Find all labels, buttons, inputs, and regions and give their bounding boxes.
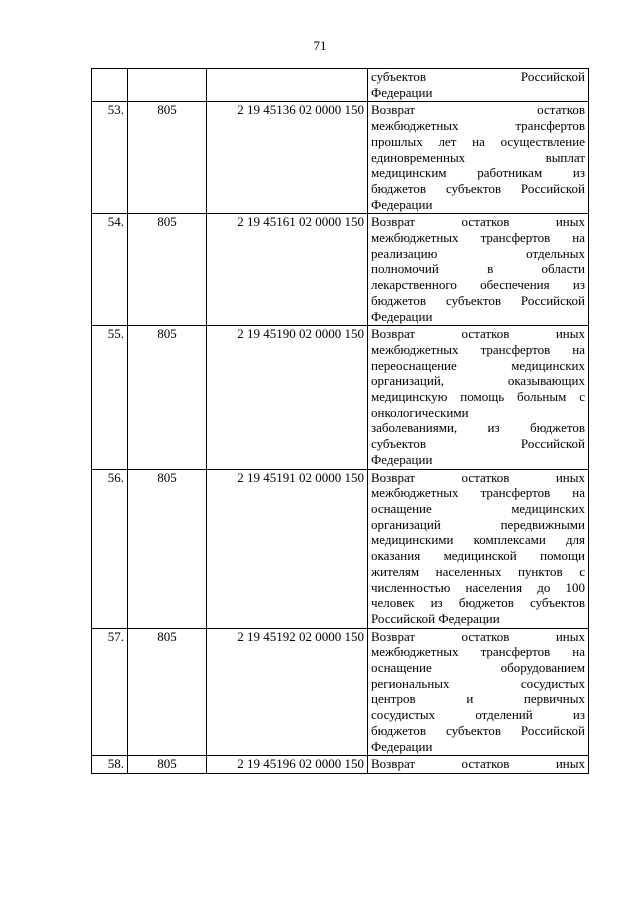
text-line [371, 420, 585, 436]
text-fragment: остатков [461, 326, 510, 342]
text-fragment: заболеваниями, [371, 420, 458, 436]
text-fragment: организаций, [371, 373, 445, 389]
text-line [371, 342, 585, 358]
text-fragment: трансфертов [515, 118, 585, 134]
text-line [371, 326, 585, 342]
text-fragment: полномочий [371, 261, 439, 277]
administrator-code-cell: 805 [128, 628, 207, 756]
text-line [371, 452, 585, 468]
text-fragment: в [487, 261, 494, 277]
text-fragment: отдельных [526, 245, 585, 261]
row-number-cell: 55. [92, 326, 128, 469]
text-fragment: субъектов [371, 69, 427, 84]
text-line [371, 230, 585, 246]
text-fragment: региональных [371, 675, 450, 691]
text-fragment: и [466, 691, 474, 707]
text-fragment: Федерации [371, 738, 433, 754]
table-row [92, 102, 589, 214]
text-line [371, 756, 585, 772]
text-fragment: из [572, 707, 585, 723]
text-line [371, 214, 585, 230]
text-fragment: выплат [545, 149, 585, 165]
table-row [92, 469, 589, 628]
text-line [371, 436, 585, 452]
text-fragment: Федерации [371, 196, 433, 212]
text-fragment: межбюджетных трансфертов на [371, 341, 585, 357]
revenue-name-cell [368, 628, 589, 756]
text-fragment: области [541, 261, 585, 277]
text-line [371, 501, 585, 517]
budget-code-cell: 2 19 45191 02 0000 150 [207, 469, 368, 628]
text-fragment: субъектов [371, 436, 427, 452]
text-line [371, 676, 585, 692]
text-fragment: иных [555, 628, 585, 644]
text-fragment: медицинскими комплексами для [371, 532, 585, 548]
text-fragment: Возврат [371, 469, 416, 485]
text-fragment: Возврат [371, 214, 416, 230]
text-fragment: иных [555, 214, 585, 230]
text-fragment: лекарственного обеспечения из [371, 277, 585, 293]
text-line [371, 595, 585, 611]
text-line [371, 517, 585, 533]
text-fragment: медицинскую помощь больным с [371, 389, 585, 405]
text-fragment: оказывающих [507, 373, 585, 389]
revenue-name-cell [368, 102, 589, 214]
text-fragment: переоснащение [371, 357, 457, 373]
revenue-name-cell [368, 326, 589, 469]
text-fragment: Федерации [371, 84, 433, 100]
text-fragment: из [487, 420, 500, 436]
text-fragment: единовременных [371, 149, 466, 165]
text-line [371, 69, 585, 85]
budget-code-cell: 2 19 45192 02 0000 150 [207, 628, 368, 756]
administrator-code-cell [128, 69, 207, 102]
text-fragment: центров [371, 691, 416, 707]
text-fragment: остатков [461, 628, 510, 644]
text-fragment: прошлых лет на осуществление [371, 133, 585, 149]
text-fragment: онкологическими [371, 404, 469, 420]
text-fragment: работникам [477, 165, 543, 181]
text-fragment: оснащение [371, 660, 432, 676]
text-line [371, 309, 585, 325]
text-fragment: межбюджетных трансфертов на [371, 230, 585, 246]
text-fragment: бюджетов [529, 420, 585, 436]
table-row [92, 756, 589, 774]
budget-code-cell [207, 69, 368, 102]
text-line [371, 181, 585, 197]
text-fragment: Возврат [371, 756, 416, 772]
text-fragment: межбюджетных трансфертов на [371, 644, 585, 660]
row-number-cell: 56. [92, 469, 128, 628]
text-line [371, 660, 585, 676]
text-fragment: бюджетов субъектов Российской [371, 722, 585, 738]
row-number-cell: 54. [92, 214, 128, 326]
administrator-code-cell: 805 [128, 102, 207, 214]
text-line [371, 405, 585, 421]
text-fragment: численностью населения до 100 [371, 579, 585, 595]
revenue-name-cell [368, 69, 589, 102]
revenue-name-cell [368, 469, 589, 628]
text-line [371, 165, 585, 181]
row-number-cell [92, 69, 128, 102]
text-line [371, 564, 585, 580]
text-fragment: Федерации [371, 451, 433, 467]
text-line [371, 723, 585, 739]
text-line [371, 277, 585, 293]
text-line [371, 691, 585, 707]
table-row [92, 326, 589, 469]
text-line [371, 134, 585, 150]
administrator-code-cell: 805 [128, 214, 207, 326]
text-fragment: Возврат [371, 326, 416, 342]
revenue-name-cell [368, 756, 589, 774]
text-fragment: сосудистых [520, 675, 585, 691]
text-line [371, 611, 585, 627]
text-line [371, 85, 585, 101]
budget-classification-table [91, 68, 589, 774]
text-fragment: остатков [461, 756, 510, 772]
budget-code-cell: 2 19 45196 02 0000 150 [207, 756, 368, 774]
text-fragment: Российской [520, 69, 585, 84]
text-fragment: из [572, 165, 585, 181]
text-fragment: медицинских [511, 500, 585, 516]
text-line [371, 197, 585, 213]
budget-code-cell: 2 19 45136 02 0000 150 [207, 102, 368, 214]
text-fragment: медицинских [511, 357, 585, 373]
administrator-code-cell: 805 [128, 469, 207, 628]
table-row [92, 214, 589, 326]
text-fragment: Федерации [371, 308, 433, 324]
text-fragment: передвижными [500, 516, 585, 532]
text-fragment: оказания медицинской помощи [371, 548, 585, 564]
administrator-code-cell: 805 [128, 756, 207, 774]
text-fragment: иных [555, 756, 585, 772]
text-fragment: бюджетов субъектов Российской [371, 180, 585, 196]
text-fragment: межбюджетных трансфертов на [371, 485, 585, 501]
text-line [371, 261, 585, 277]
budget-code-cell: 2 19 45161 02 0000 150 [207, 214, 368, 326]
text-fragment: Возврат [371, 102, 416, 118]
text-fragment: оснащение [371, 500, 432, 516]
text-fragment: реализацию [371, 245, 438, 261]
text-fragment: организаций [371, 516, 441, 532]
text-line [371, 102, 585, 118]
budget-code-cell: 2 19 45190 02 0000 150 [207, 326, 368, 469]
text-fragment: отделений [475, 707, 533, 723]
text-line [371, 629, 585, 645]
text-line [371, 739, 585, 755]
text-line [371, 485, 585, 501]
text-fragment: иных [555, 326, 585, 342]
text-fragment: Российской Федерации [371, 610, 500, 626]
revenue-name-cell [368, 214, 589, 326]
text-fragment: человек из бюджетов субъектов [371, 595, 585, 611]
text-line [371, 118, 585, 134]
row-number-cell: 58. [92, 756, 128, 774]
text-line [371, 532, 585, 548]
text-line [371, 707, 585, 723]
text-fragment: первичных [523, 691, 585, 707]
table-row [92, 628, 589, 756]
text-line [371, 150, 585, 166]
row-number-cell: 53. [92, 102, 128, 214]
text-fragment: жителям населенных пунктов с [371, 563, 585, 579]
text-fragment: медицинским [371, 165, 447, 181]
text-fragment: иных [555, 469, 585, 485]
text-fragment: Возврат [371, 628, 416, 644]
text-line [371, 389, 585, 405]
row-number-cell: 57. [92, 628, 128, 756]
text-fragment: оборудованием [500, 660, 585, 676]
text-fragment: межбюджетных [371, 118, 459, 134]
text-line [371, 358, 585, 374]
text-line [371, 580, 585, 596]
text-fragment: Российской [520, 436, 585, 452]
text-line [371, 373, 585, 389]
administrator-code-cell: 805 [128, 326, 207, 469]
text-line [371, 548, 585, 564]
table-row [92, 69, 589, 102]
text-line [371, 470, 585, 486]
text-fragment: остатков [537, 102, 585, 118]
text-fragment: остатков [461, 214, 510, 230]
text-line [371, 293, 585, 309]
text-fragment: сосудистых [371, 707, 436, 723]
text-line [371, 246, 585, 262]
page-number: 71 [313, 38, 327, 53]
text-fragment: бюджетов субъектов Российской [371, 292, 585, 308]
text-fragment: остатков [461, 469, 510, 485]
text-line [371, 644, 585, 660]
